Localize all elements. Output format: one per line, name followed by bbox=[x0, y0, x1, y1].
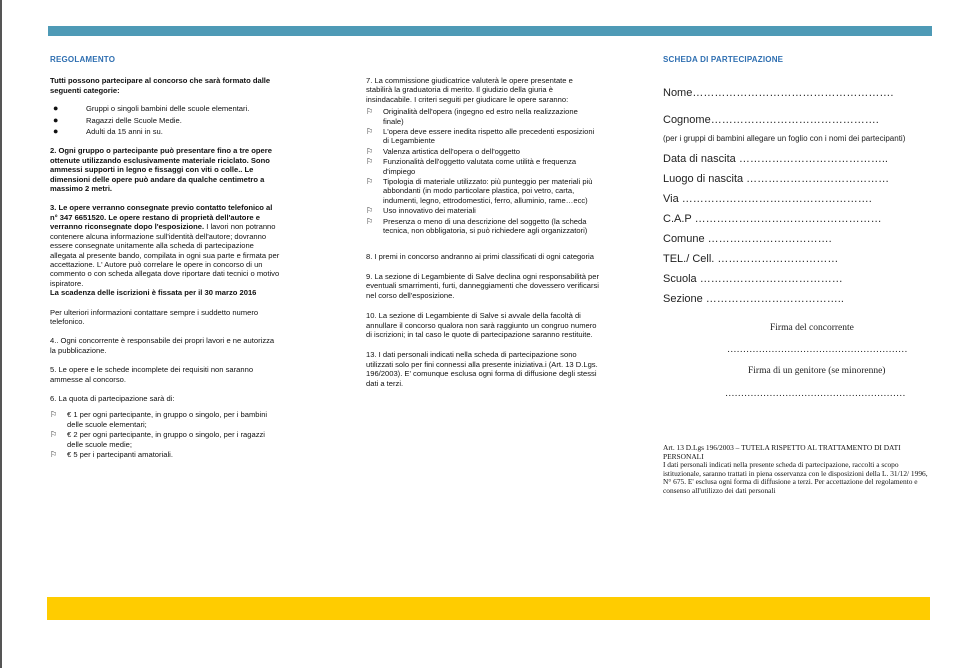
parent-signature-label: Firma di un genitore (se minorenne) bbox=[748, 366, 886, 377]
deadline-text: La scadenza delle iscrizioni è fissata per il 30 marzo 2016 bbox=[50, 288, 257, 298]
section-field[interactable]: Sezione ……………………………….. bbox=[663, 293, 844, 306]
list-item: ⚐ € 2 per ogni partecipante, in gruppo o singolo, per i ragazzi delle scuole medie; bbox=[50, 430, 265, 449]
flag-arrow-icon: ⚐ bbox=[366, 216, 374, 226]
form-heading: SCHEDA DI PARTECIPAZIONE bbox=[663, 55, 784, 64]
list-item: ⚐ Uso innovativo dei materiali bbox=[366, 206, 476, 216]
list-item: ● Ragazzi delle Scuole Medie. bbox=[53, 114, 182, 125]
school-field[interactable]: Scuola ………………………………… bbox=[663, 273, 843, 286]
surname-field[interactable]: Cognome………………………………………. bbox=[663, 114, 879, 127]
bullet-icon: ● bbox=[53, 126, 59, 137]
rule-9: 9. La sezione di Legambiente di Salve declina ogni responsabilità per eventuali smarrimenti, furti, danneggiamenti che dovessero verificarsi nel corso dell'esposizione. bbox=[366, 271, 600, 300]
birth-place-field[interactable]: Luogo di nascita ………………………………… bbox=[663, 173, 890, 186]
rule-3 bbox=[50, 203, 282, 288]
rule-6: 6. La quota di partecipazione sarà di: bbox=[50, 393, 175, 403]
participation-form-column bbox=[663, 40, 933, 496]
city-field[interactable]: Comune ……………………………. bbox=[663, 233, 832, 246]
list-item: ● Gruppi o singoli bambini delle scuole elementari. bbox=[53, 103, 250, 114]
group-note: (per i gruppi di bambini allegare un foglio con i nomi dei partecipanti) bbox=[663, 134, 906, 144]
top-color-bar bbox=[48, 26, 932, 36]
flag-arrow-icon: ⚐ bbox=[366, 107, 374, 117]
list-item: ⚐ Originalità dell'opera (ingegno ed estro nella realizzazione finale) bbox=[366, 107, 578, 126]
regulation-column bbox=[50, 40, 282, 460]
bullet-icon: ● bbox=[53, 114, 59, 125]
rule-7: 7. La commissione giudicatrice valuterà le opere presentate e stabilirà la graduatoria di merito. Il giudizio della giuria è insindacabile. I criteri seguiti per giudicare le opere saranno: bbox=[366, 76, 573, 104]
rule-13: 13. I dati personali indicati nella scheda di partecipazione sono utilizzati solo per fini connessi alla presente iniziativa.i (Art. 13 D.Lgs. 196/2003). E' comunque esclusa ogni forma di diffusione degli stessi dati a terzi. bbox=[366, 350, 598, 388]
rules-continued-column bbox=[366, 40, 600, 388]
phone-field[interactable]: TEL./ Cell. …………………………… bbox=[663, 253, 839, 266]
flag-arrow-icon: ⚐ bbox=[50, 430, 58, 440]
rule-3-bold: 3. Le opere verranno consegnate previo contatto telefonico al n° 347 6651520. Le opere restano di proprietà dell'autore e verranno riconsegnate dopo l'esposizione. bbox=[50, 203, 273, 232]
fees-list bbox=[50, 410, 282, 459]
list-item: ⚐ € 5 per i partecipanti amatoriali. bbox=[50, 450, 173, 459]
name-field[interactable]: Nome………………………………………………. bbox=[663, 87, 894, 100]
flag-arrow-icon: ⚐ bbox=[366, 127, 374, 137]
privacy-text: I dati personali indicati nella presente scheda di partecipazione, raccolti a scopo istituzionale, saranno trattati in piena osservanza con le disposizioni della L. 31/12/ 1996, N° 675. E' esclusa ogni forma di diffusione a terzi. Per accettazione del regolamento e consenso all'utilizzo dei dati personali bbox=[663, 460, 928, 495]
flag-arrow-icon: ⚐ bbox=[366, 146, 374, 156]
postal-code-field[interactable]: C.A.P …………………………………………… bbox=[663, 213, 882, 226]
bullet-icon: ● bbox=[53, 103, 59, 114]
intro-text: Tutti possono partecipare al concorso che sarà formato dalle seguenti categorie: bbox=[50, 76, 271, 95]
privacy-title: Art. 13 D.Lgs 196/2003 – TUTELA RISPETTO AL TRATTAMENTO DI DATI PERSONALI bbox=[663, 443, 901, 461]
flag-arrow-icon: ⚐ bbox=[366, 206, 374, 216]
flag-arrow-icon: ⚐ bbox=[50, 450, 58, 459]
flag-arrow-icon: ⚐ bbox=[366, 157, 374, 167]
flag-arrow-icon: ⚐ bbox=[50, 410, 58, 420]
parent-signature-line[interactable]: ………………………………………………… bbox=[725, 388, 906, 399]
flag-arrow-icon: ⚐ bbox=[366, 177, 374, 187]
list-item: ⚐ Funzionalità dell'oggetto valutata come utilità e frequenza d'impiego bbox=[366, 157, 577, 176]
rule-2: 2. Ogni gruppo o partecipante può presentare fino a tre opere ottenute utilizzando esclusivamente materiale riciclato. Sono ammessi supporti in legno e fissaggi con viti o colle.. Le dimensioni delle opere può andare da qualche centimetro a massimo 2 metri. bbox=[50, 146, 272, 194]
rule-8: 8. I premi in concorso andranno ai primi classificati di ogni categoria bbox=[366, 251, 594, 261]
street-field[interactable]: Via ……………………………………………. bbox=[663, 193, 872, 206]
signature-line[interactable]: ………………………………………………… bbox=[727, 344, 908, 355]
rule-10: 10. La sezione di Legambiente di Salve si avvale della facoltà di annullare il concorso qualora non sarà raggiunto un congruo numero di iscrizioni; in tal caso le quote di partecipazione saranno restituite. bbox=[366, 311, 597, 339]
info-text: Per ulteriori informazioni contattare sempre i suddetto numero telefonico. bbox=[50, 307, 259, 326]
list-item: ⚐ L'opera deve essere inedita rispetto alle precedenti esposizioni di Legambiente bbox=[366, 127, 595, 146]
regulation-heading: REGOLAMENTO bbox=[50, 55, 116, 64]
categories-list bbox=[50, 104, 282, 136]
bottom-color-bar bbox=[47, 597, 930, 620]
list-item: ● Adulti da 15 anni in su. bbox=[53, 126, 163, 137]
list-item: ⚐ Presenza o meno di una descrizione del soggetto (la scheda tecnica, non obbligatoria, si può richiedere agli organizzatori) bbox=[366, 216, 588, 236]
signature-label: Firma del concorrente bbox=[770, 323, 854, 334]
rule-3-text: I lavori non potranno contenere alcuna informazione sull'identità dell'autore; dovranno essere consegnate unitamente alla scheda di partecipazione allegata al presente bando, compilata in ogni sua parte e firmata per accettazione. L' Autore può correlare le opere in concorso di un commento o con scheda allegata dove riportare dati tecnici o motivo ispiratore. bbox=[50, 222, 280, 288]
rule-4: 4.. Ogni concorrente è responsabile dei propri lavori e ne autorizza la pubblicazione. bbox=[50, 336, 275, 355]
list-item: ⚐ € 1 per ogni partecipante, in gruppo o singolo, per i bambini delle scuole elementari; bbox=[50, 410, 268, 429]
criteria-list bbox=[366, 107, 600, 235]
list-item: ⚐ Tipologia di materiale utilizzato: più punteggio per materiali più abbondanti (in modo particolare plastica, poi vetro, carta, indumenti, legno, ettrodomestici, ferro, alluminio, rame…ecc) bbox=[366, 177, 593, 205]
page-left-edge bbox=[0, 0, 2, 668]
rule-5: 5. Le opere e le schede incomplete dei requisiti non saranno ammesse al concorso. bbox=[50, 365, 254, 384]
list-item: ⚐ Valenza artistica dell'opera o dell'oggetto bbox=[366, 146, 521, 156]
birth-date-field[interactable]: Data di nascita ………………………………….. bbox=[663, 153, 888, 166]
